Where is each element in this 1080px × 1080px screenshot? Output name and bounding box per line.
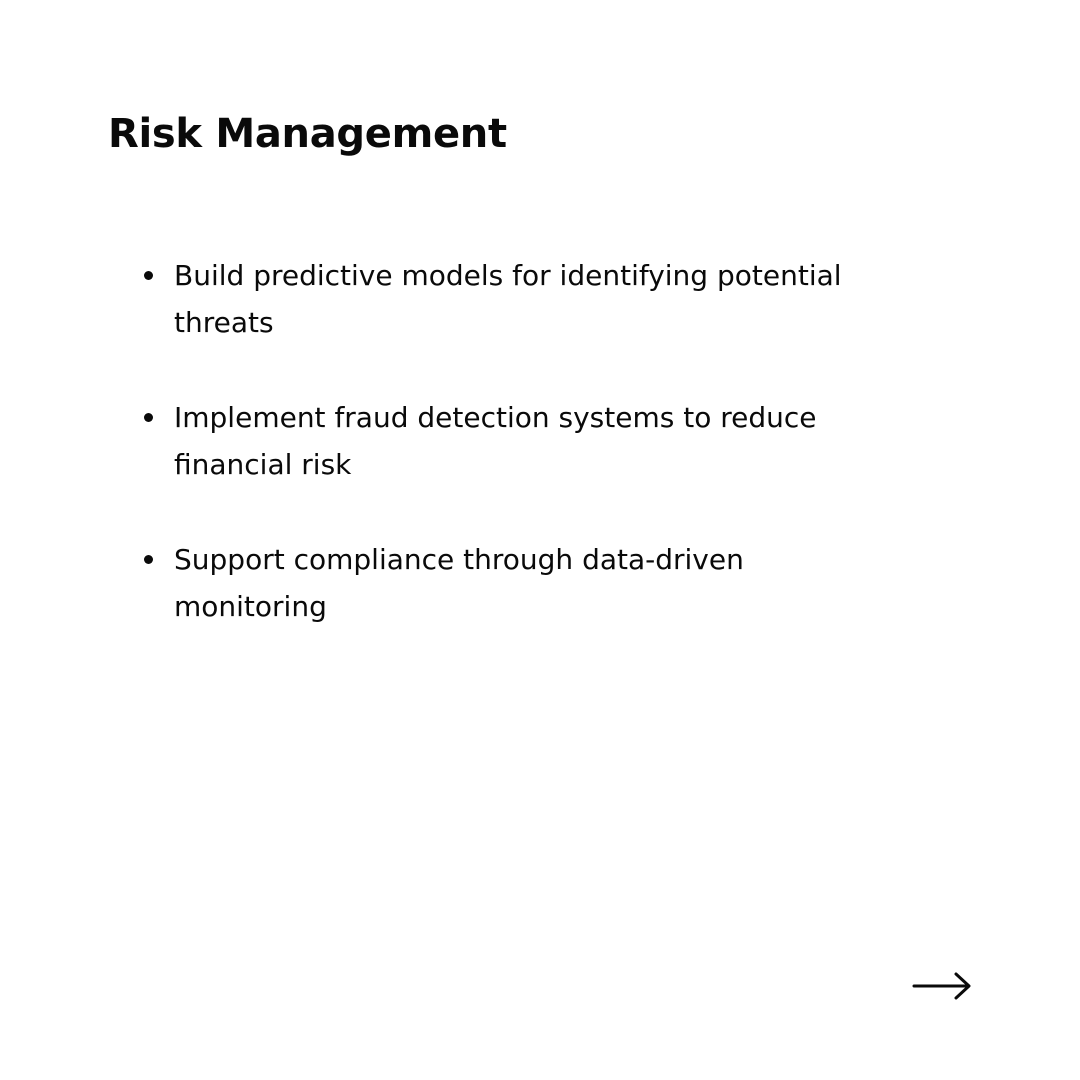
next-slide-button[interactable]	[912, 968, 972, 1004]
bullet-dot-icon	[144, 413, 153, 422]
bullet-item	[142, 252, 882, 346]
bullet-item	[142, 394, 882, 488]
bullet-dot-icon	[144, 555, 153, 564]
slide-title: Risk Management	[108, 111, 507, 157]
bullet-text: Support compliance through data-driven monitoring	[174, 543, 744, 623]
bullet-dot-icon	[144, 271, 153, 280]
bullet-text: Implement fraud detection systems to reduce financial risk	[174, 401, 817, 481]
arrow-right-icon	[912, 968, 972, 1004]
bullet-item	[142, 536, 882, 630]
bullet-list	[142, 252, 882, 678]
bullet-text: Build predictive models for identifying potential threats	[174, 259, 842, 339]
